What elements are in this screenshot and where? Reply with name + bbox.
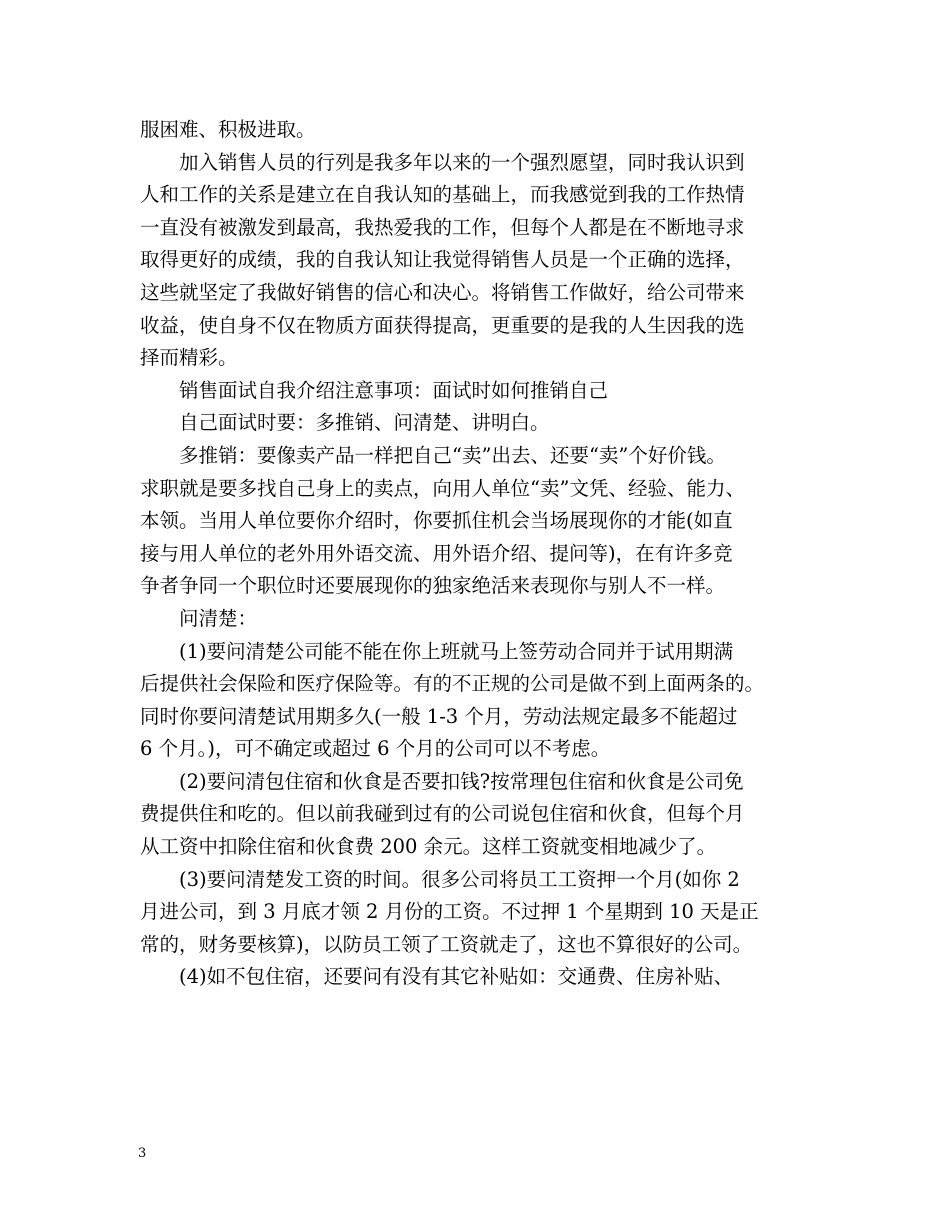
text-line: 接与用人单位的老外用外语交流、用外语介绍、提问等)，在有许多竞: [140, 541, 733, 565]
text-line: 多推销：要像卖产品一样把自己“卖”出去、还要“卖”个好价钱。: [179, 443, 726, 467]
text-line: 人和工作的关系是建立在自我认知的基础上，而我感觉到我的工作热情: [140, 183, 745, 207]
text-line: 争者争同一个职位时还要展现你的独家绝活来表现你与别人不一样。: [140, 574, 726, 598]
text-line: 常的，财务要核算)，以防员工领了工资就走了，这也不算很好的公司。: [140, 932, 753, 956]
text-line: 本领。当用人单位要你介绍时，你要抓住机会当场展现你的才能(如直: [140, 509, 733, 533]
text-line: (4)如不包住宿，还要问有没有其它补贴如：交通费、住房补贴、: [179, 965, 734, 989]
text-line: 后提供社会保险和医疗保险等。有的不正规的公司是做不到上面两条的。: [140, 672, 765, 696]
text-line: 同时你要问清楚试用期多久(一般 1-3 个月，劳动法规定最多不能超过: [140, 704, 738, 728]
text-line: (3)要问清楚发工资的时间。很多公司将员工工资押一个月(如你 2: [179, 867, 740, 891]
text-line: 从工资中扣除住宿和伙食费 200 余元。这样工资就变相地减少了。: [140, 835, 717, 859]
text-line: 费提供住和吃的。但以前我碰到过有的公司说包住宿和伙食，但每个月: [140, 802, 745, 826]
page-number: 3: [138, 1146, 147, 1161]
text-line: 服困难、积极进取。: [140, 118, 316, 141]
text-line: 6 个月。)，可不确定或超过 6 个月的公司可以不考虑。: [140, 737, 611, 761]
text-line: 取得更好的成绩，我的自我认知让我觉得销售人员是一个正确的选择，: [140, 248, 745, 272]
text-line: 销售面试自我介绍注意事项：面试时如何推销自己: [179, 378, 609, 402]
text-line: 这些就坚定了我做好销售的信心和决心。将销售工作做好，给公司带来: [140, 280, 745, 304]
document-body: [140, 114, 820, 994]
text-line: 月进公司，到 3 月底才领 2 月份的工资。不过押 1 个星期到 10 天是正: [140, 900, 759, 924]
text-line: 一直没有被激发到最高，我热爱我的工作，但每个人都是在不断地寻求: [140, 215, 745, 239]
text-line: 加入销售人员的行列是我多年以来的一个强烈愿望，同时我认识到: [179, 150, 745, 174]
text-line: 择而精彩。: [140, 346, 238, 370]
text-line: 问清楚：: [179, 606, 258, 630]
text-line: (1)要问清楚公司能不能在你上班就马上签劳动合同并于试用期满: [179, 639, 734, 663]
text-line: 求职就是要多找自己身上的卖点，向用人单位“卖”文凭、经验、能力、: [140, 476, 745, 500]
text-line: 自己面试时要：多推销、问清楚、讲明白。: [179, 411, 550, 435]
text-line: 收益，使自身不仅在物质方面获得提高，更重要的是我的人生因我的选: [140, 313, 745, 337]
text-line: (2)要问清包住宿和伙食是否要扣钱?按常理包住宿和伙食是公司免: [179, 769, 744, 793]
